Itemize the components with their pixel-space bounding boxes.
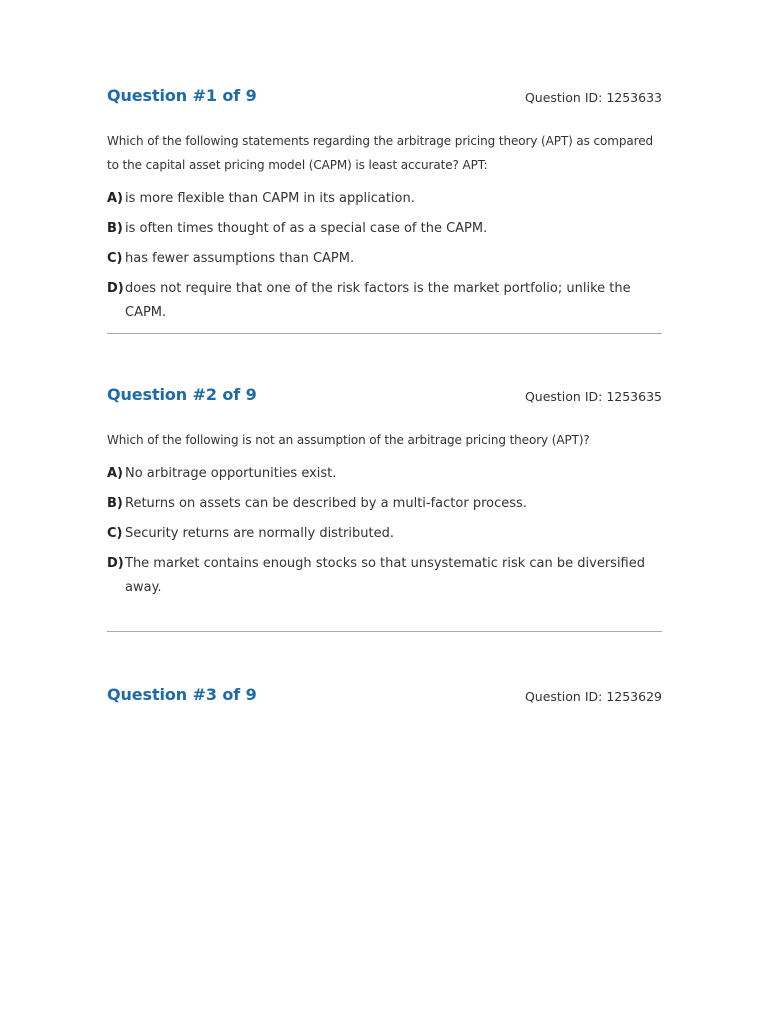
question-header [107, 385, 662, 409]
answer-choices [107, 462, 662, 600]
choice-letter: A) [107, 466, 124, 481]
choice-text: Returns on assets can be described by a multi-factor process. [125, 496, 527, 511]
choice-text: is more flexible than CAPM in its application. [125, 191, 415, 206]
answer-choice-d [107, 552, 662, 600]
question-title: Question #3 of 9 [107, 685, 257, 704]
choice-text: is often times thought of as a special case of the CAPM. [125, 221, 488, 236]
answer-choice-b [107, 492, 662, 516]
question-3 [107, 685, 662, 709]
choice-text: does not require that one of the risk factors is the market portfolio; unlike the CAPM. [125, 281, 631, 320]
question-stem: Which of the following statements regarding the arbitrage pricing theory (APT) as compared to the capital asset pricing model (CAPM) is least accurate? APT: [107, 134, 653, 172]
question-title: Question #1 of 9 [107, 86, 257, 105]
choice-letter: B) [107, 496, 123, 511]
question-title: Question #2 of 9 [107, 385, 257, 404]
choice-letter: C) [107, 526, 123, 541]
choice-text: No arbitrage opportunities exist. [125, 466, 337, 481]
answer-choices [107, 187, 662, 325]
section-divider [107, 333, 662, 334]
question-header [107, 685, 662, 709]
question-id: Question ID: 1253635 [524, 389, 662, 404]
answer-choice-d [107, 277, 662, 325]
choice-letter: A) [107, 191, 124, 206]
question-id: Question ID: 1253633 [524, 90, 662, 105]
question-2 [107, 385, 662, 606]
choice-text: The market contains enough stocks so that unsystematic risk can be diversified away. [125, 556, 645, 595]
choice-text: has fewer assumptions than CAPM. [125, 251, 355, 266]
choice-letter: D) [107, 556, 124, 571]
answer-choice-c [107, 247, 662, 271]
answer-choice-a [107, 187, 662, 211]
answer-choice-c [107, 522, 662, 546]
choice-letter: D) [107, 281, 124, 296]
question-stem: Which of the following is not an assumption of the arbitrage pricing theory (APT)? [107, 433, 590, 447]
question-header [107, 86, 662, 110]
section-divider [107, 631, 662, 632]
question-id: Question ID: 1253629 [524, 689, 662, 704]
answer-choice-a [107, 462, 662, 486]
choice-text: Security returns are normally distributed. [125, 526, 394, 541]
choice-letter: B) [107, 221, 123, 236]
question-1 [107, 86, 662, 331]
choice-letter: C) [107, 251, 123, 266]
answer-choice-b [107, 217, 662, 241]
